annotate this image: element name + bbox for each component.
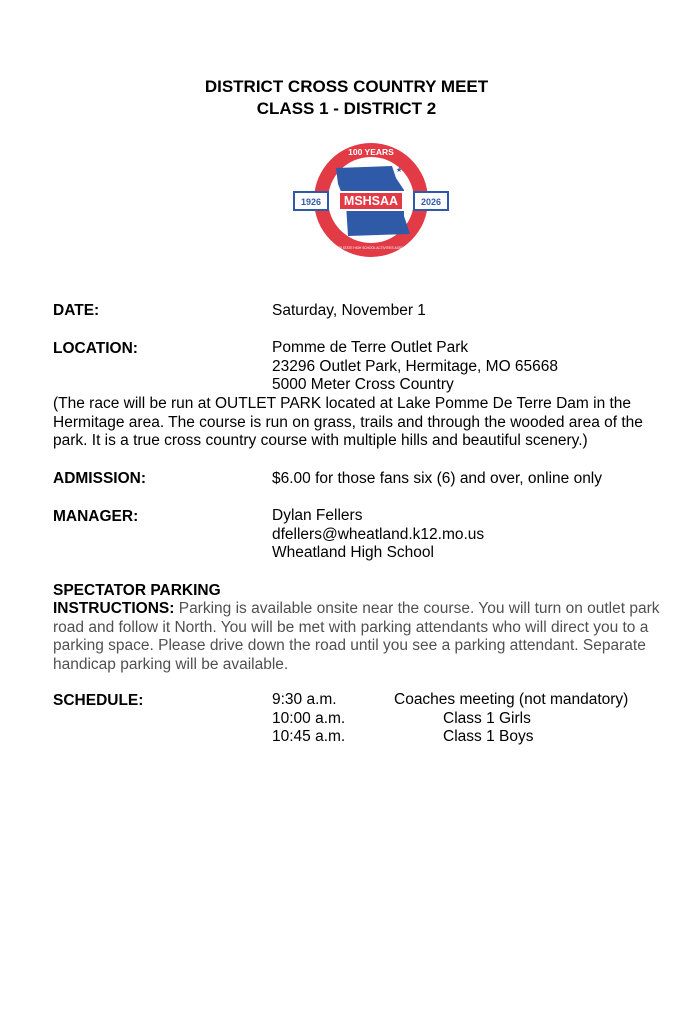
logo-bottom-text: MISSOURI STATE HIGH SCHOOL ACTIVITIES ASSOCIATION (326, 246, 416, 250)
location-note (53, 395, 678, 451)
manager-school: Wheatland High School (272, 544, 434, 561)
location-line: Pomme de Terre Outlet Park (272, 339, 469, 356)
schedule-time: 10:45 a.m. (272, 728, 346, 745)
star-icon: ★ (338, 167, 345, 174)
location-note-line: (The race will be run at OUTLET PARK located at Lake Pomme De Terre Dam in the (53, 395, 632, 412)
page-subtitle: CLASS 1 - DISTRICT 2 (256, 99, 437, 118)
logo-center-text: MSHSAA (343, 194, 399, 208)
page-title: DISTRICT CROSS COUNTRY MEET (204, 77, 489, 96)
admission-label: ADMISSION: (53, 470, 146, 487)
instructions-label: INSTRUCTIONS: (53, 600, 175, 617)
location-line: 23296 Outlet Park, Hermitage, MO 65668 (272, 357, 559, 375)
schedule-time: 9:30 a.m. (272, 691, 337, 708)
date-label: DATE: (53, 302, 100, 319)
parking-heading: SPECTATOR PARKING (53, 582, 221, 599)
schedule-event: Class 1 Boys (443, 728, 534, 745)
parking-text: Parking is available onsite near the course. You will turn on outlet park (174, 600, 660, 617)
schedule-label: SCHEDULE: (53, 692, 144, 709)
location-note-line: park. It is a true cross country course with multiple hills and beautiful scenery.) (53, 432, 588, 449)
parking-text: handicap parking will be available. (53, 655, 289, 673)
location-line: 5000 Meter Cross Country (272, 376, 454, 393)
logo-top-text: 100 YEARS (348, 147, 394, 157)
logo-year-right: 2026 (420, 197, 442, 207)
manager-label: MANAGER: (53, 508, 139, 525)
mshsaa-centennial-logo (292, 138, 450, 262)
manager-info (272, 507, 484, 563)
schedule-times (272, 691, 345, 747)
location-address (272, 339, 558, 395)
logo-year-left: 1926 (300, 197, 322, 207)
star-icon: ★ (396, 167, 403, 174)
manager-email: dfellers@wheatland.k12.mo.us (272, 525, 485, 543)
parking-text: parking space. Please drive down the road until you see a parking attendant. Separate (53, 637, 646, 654)
parking-text: road and follow it North. You will be met with parking attendants who will direct you to a (53, 618, 649, 636)
parking-instructions (53, 600, 678, 674)
manager-name: Dylan Fellers (272, 507, 363, 524)
admission-value: $6.00 for those fans six (6) and over, online only (272, 470, 603, 487)
schedule-event: Coaches meeting (not mandatory) (394, 691, 629, 708)
schedule-event: Class 1 Girls (443, 709, 531, 727)
schedule-time: 10:00 a.m. (272, 709, 346, 727)
date-value: Saturday, November 1 (272, 302, 426, 319)
location-note-line: Hermitage area. The course is run on grass, trails and through the wooded area of the (53, 413, 643, 431)
location-label: LOCATION: (53, 340, 138, 357)
